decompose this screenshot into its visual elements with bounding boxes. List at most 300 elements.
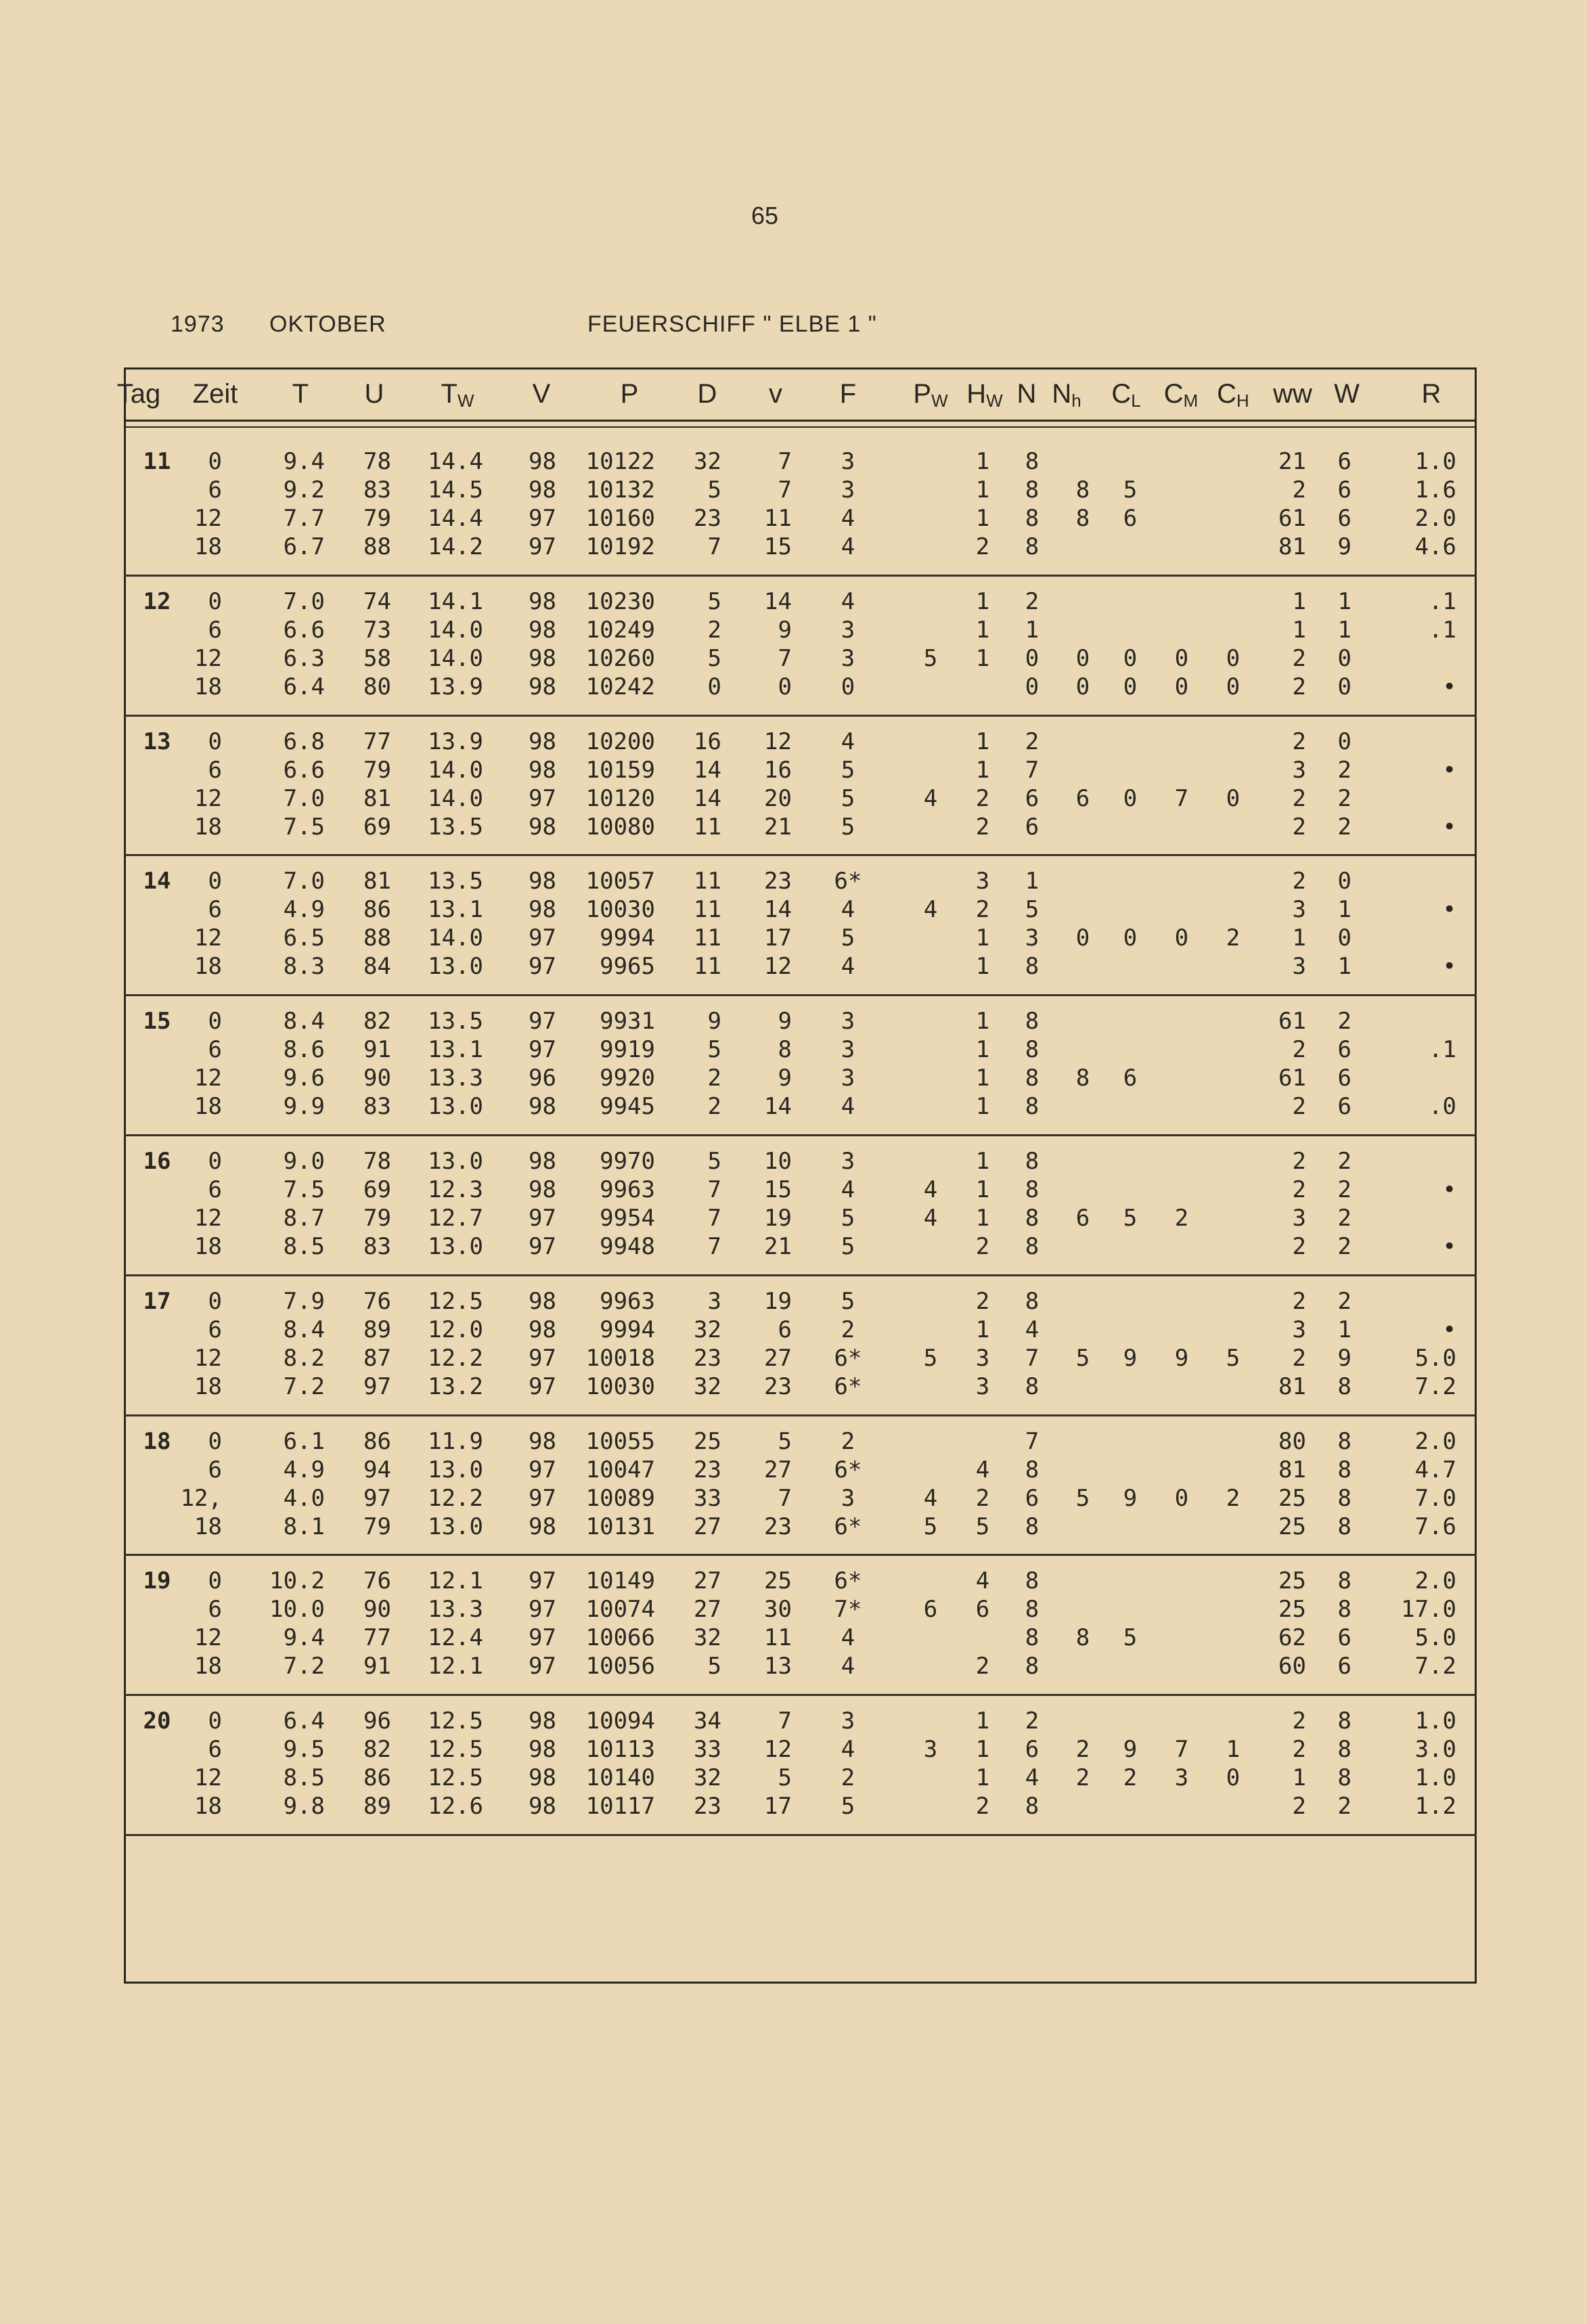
cell-w: 1: [1337, 896, 1351, 924]
cell-w: 2: [1337, 1008, 1351, 1035]
cell-nh: 8: [1075, 1624, 1090, 1652]
cell-n: 8: [1025, 1567, 1040, 1595]
cell-tw: 14.0: [428, 644, 483, 672]
cell-d: 14: [694, 756, 721, 784]
cell-tw: 13.0: [428, 1513, 483, 1540]
cell-tw: 12.3: [428, 1176, 483, 1203]
cell-r: 7.2: [1414, 1653, 1456, 1680]
day-label: 18: [143, 1427, 171, 1455]
cell-n: 4: [1025, 1764, 1040, 1792]
cell-zeit: 0: [208, 1567, 222, 1595]
column-header-t: T: [292, 379, 309, 409]
cell-v: 8: [778, 1036, 792, 1064]
cell-d: 7: [707, 1176, 721, 1203]
cell-t: 6.3: [283, 644, 325, 672]
cell-hw: 2: [975, 813, 990, 841]
cell-vis: 96: [529, 1065, 556, 1092]
cell-tw: 14.5: [428, 476, 483, 504]
cell-u: 69: [363, 1176, 391, 1203]
cell-w: 2: [1337, 1148, 1351, 1175]
cell-n: 8: [1025, 1065, 1040, 1092]
cell-n: 8: [1025, 448, 1040, 475]
column-header-n: N: [1016, 379, 1037, 409]
cell-vis: 97: [529, 533, 556, 560]
cell-u: 81: [363, 868, 391, 895]
cell-t: 7.9: [283, 1287, 325, 1315]
cell-v: 7: [778, 448, 792, 475]
cell-tw: 13.2: [428, 1372, 483, 1400]
cell-p: 9945: [600, 1093, 655, 1121]
cell-t: 7.7: [283, 505, 325, 532]
cell-ww: 2: [1292, 784, 1306, 812]
cell-vis: 98: [529, 1707, 556, 1735]
cell-t: 9.2: [283, 476, 325, 504]
cell-t: 8.5: [283, 1233, 325, 1260]
cell-zeit: 18: [194, 1793, 222, 1820]
cell-u: 74: [363, 587, 391, 615]
cell-w: 0: [1337, 673, 1351, 700]
day-label: 12: [143, 587, 171, 615]
cell-u: 86: [363, 1427, 391, 1455]
cell-u: 79: [363, 1205, 391, 1232]
cell-ww: 2: [1292, 1793, 1306, 1820]
cell-zeit: 18: [194, 1233, 222, 1260]
cell-r: .1: [1429, 587, 1456, 615]
cell-r: .0: [1429, 1093, 1456, 1121]
cell-tw: 14.1: [428, 587, 483, 615]
cell-tw: 12.5: [428, 1736, 483, 1764]
cell-ww: 25: [1278, 1567, 1306, 1595]
cell-tw: 11.9: [428, 1427, 483, 1455]
cell-hw: 2: [975, 1793, 990, 1820]
cell-r: 7.6: [1414, 1513, 1456, 1540]
cell-ww: 2: [1292, 1344, 1306, 1372]
cell-zeit: 12: [194, 1624, 222, 1652]
column-header-tw: $T_W$: [441, 379, 474, 411]
cell-v: 30: [764, 1596, 792, 1624]
cell-v: 17: [764, 1793, 792, 1820]
cell-zeit: 0: [208, 1148, 222, 1175]
cell-ww: 3: [1292, 756, 1306, 784]
cell-d: 14: [694, 784, 721, 812]
cell-vis: 98: [529, 1427, 556, 1455]
cell-pw: 5: [923, 1344, 938, 1372]
cell-vis: 97: [529, 1372, 556, 1400]
cell-t: 6.1: [283, 1427, 325, 1455]
cell-w: 6: [1337, 1624, 1351, 1652]
cell-p: 10249: [585, 616, 655, 644]
table-frame: [124, 367, 1477, 1984]
cell-t: 8.1: [283, 1513, 325, 1540]
cell-w: 2: [1337, 1205, 1351, 1232]
cell-p: 10066: [585, 1624, 655, 1652]
day-separator: [124, 854, 1477, 856]
cell-p: 10160: [585, 505, 655, 532]
cell-w: 6: [1337, 505, 1351, 532]
cell-vis: 97: [529, 1008, 556, 1035]
cell-d: 11: [694, 896, 721, 924]
cell-d: 33: [694, 1484, 721, 1512]
cell-zeit: 0: [208, 1707, 222, 1735]
cell-d: 32: [694, 1372, 721, 1400]
cell-t: 4.9: [283, 1456, 325, 1483]
cell-r: 1.0: [1414, 1707, 1456, 1735]
cell-tw: 12.5: [428, 1287, 483, 1315]
cell-u: 91: [363, 1653, 391, 1680]
header-month: OKTOBER: [269, 311, 386, 337]
cell-w: 8: [1337, 1764, 1351, 1792]
cell-v: 21: [764, 813, 792, 841]
column-header-hw: $H_W$: [966, 379, 1003, 411]
cell-tw: 13.1: [428, 1036, 483, 1064]
cell-r: 1.0: [1414, 448, 1456, 475]
cell-p: 9965: [600, 953, 655, 981]
cell-d: 25: [694, 1427, 721, 1455]
cell-vis: 98: [529, 868, 556, 895]
cell-ww: 25: [1278, 1484, 1306, 1512]
cell-t: 6.8: [283, 728, 325, 755]
cell-zeit: 12,: [180, 1484, 222, 1512]
cell-v: 10: [764, 1148, 792, 1175]
cell-d: 7: [707, 1233, 721, 1260]
column-header-pw: $P_W$: [913, 379, 948, 411]
cell-zeit: 12: [194, 784, 222, 812]
cell-n: 7: [1025, 756, 1040, 784]
cell-t: 4.9: [283, 896, 325, 924]
cell-nh: 2: [1075, 1736, 1090, 1764]
cell-d: 3: [707, 1287, 721, 1315]
cell-zeit: 6: [208, 616, 222, 644]
cell-p: 10242: [585, 673, 655, 700]
cell-vis: 98: [529, 756, 556, 784]
cell-vis: 98: [529, 476, 556, 504]
cell-w: 1: [1337, 953, 1351, 981]
cell-nh: 0: [1075, 924, 1090, 952]
cell-v: 11: [764, 505, 792, 532]
cell-d: 27: [694, 1596, 721, 1624]
cell-tw: 12.1: [428, 1567, 483, 1595]
cell-r: •: [1442, 813, 1456, 841]
cell-t: 10.2: [269, 1567, 325, 1595]
cell-w: 2: [1337, 1793, 1351, 1820]
column-header-ch: $C_H$: [1217, 379, 1249, 411]
cell-zeit: 6: [208, 896, 222, 924]
cell-t: 7.2: [283, 1372, 325, 1400]
day-label: 17: [143, 1287, 171, 1315]
cell-v: 15: [764, 533, 792, 560]
cell-d: 32: [694, 1624, 721, 1652]
cell-r: 3.0: [1414, 1736, 1456, 1764]
cell-u: 80: [363, 673, 391, 700]
cell-r: 4.6: [1414, 533, 1456, 560]
cell-zeit: 18: [194, 1513, 222, 1540]
cell-f: 3: [841, 1484, 855, 1512]
column-header-u: U: [364, 379, 384, 409]
cell-u: 90: [363, 1065, 391, 1092]
cell-r: 7.0: [1414, 1484, 1456, 1512]
cell-hw: 1: [975, 1176, 990, 1203]
cell-p: 9931: [600, 1008, 655, 1035]
cell-zeit: 12: [194, 644, 222, 672]
cell-w: 8: [1337, 1596, 1351, 1624]
cell-r: •: [1442, 1176, 1456, 1203]
cell-v: 7: [778, 1707, 792, 1735]
cell-zeit: 0: [208, 587, 222, 615]
cell-f: 4: [841, 1624, 855, 1652]
cell-f: 6*: [834, 1456, 862, 1483]
cell-ww: 2: [1292, 673, 1306, 700]
cell-w: 1: [1337, 1316, 1351, 1343]
cell-vis: 97: [529, 1456, 556, 1483]
cell-d: 5: [707, 1148, 721, 1175]
cell-w: 8: [1337, 1567, 1351, 1595]
cell-hw: 3: [975, 1344, 990, 1372]
cell-v: 7: [778, 1484, 792, 1512]
cell-hw: 1: [975, 1205, 990, 1232]
cell-vis: 97: [529, 953, 556, 981]
cell-d: 2: [707, 1065, 721, 1092]
cell-r: •: [1442, 896, 1456, 924]
cell-u: 77: [363, 1624, 391, 1652]
cell-nh: 0: [1075, 644, 1090, 672]
cell-w: 8: [1337, 1707, 1351, 1735]
day-separator: [124, 575, 1477, 577]
cell-tw: 13.9: [428, 673, 483, 700]
cell-hw: 1: [975, 953, 990, 981]
cell-d: 32: [694, 448, 721, 475]
cell-n: 6: [1025, 1484, 1040, 1512]
cell-pw: 4: [923, 896, 938, 924]
cell-hw: 2: [975, 533, 990, 560]
cell-d: 11: [694, 924, 721, 952]
cell-r: 1.2: [1414, 1793, 1456, 1820]
cell-f: 3: [841, 616, 855, 644]
cell-zeit: 0: [208, 1008, 222, 1035]
cell-p: 10056: [585, 1653, 655, 1680]
cell-v: 23: [764, 868, 792, 895]
cell-ww: 81: [1278, 533, 1306, 560]
cell-p: 10018: [585, 1344, 655, 1372]
cell-zeit: 0: [208, 1287, 222, 1315]
cell-vis: 97: [529, 924, 556, 952]
cell-ww: 2: [1292, 1036, 1306, 1064]
day-label: 20: [143, 1707, 171, 1735]
cell-v: 13: [764, 1653, 792, 1680]
cell-nh: 6: [1075, 784, 1090, 812]
cell-v: 9: [778, 1008, 792, 1035]
cell-r: 4.7: [1414, 1456, 1456, 1483]
cell-p: 10113: [585, 1736, 655, 1764]
cell-tw: 12.7: [428, 1205, 483, 1232]
cell-hw: 1: [975, 587, 990, 615]
cell-d: 23: [694, 1793, 721, 1820]
cell-zeit: 18: [194, 1653, 222, 1680]
cell-u: 86: [363, 896, 391, 924]
cell-r: 5.0: [1414, 1624, 1456, 1652]
cell-f: 4: [841, 533, 855, 560]
day-separator: [124, 1414, 1477, 1416]
cell-cm: 3: [1174, 1764, 1189, 1792]
cell-hw: 6: [975, 1596, 990, 1624]
cell-vis: 98: [529, 1316, 556, 1343]
cell-d: 5: [707, 1036, 721, 1064]
cell-ch: 0: [1226, 644, 1240, 672]
day-label: 13: [143, 728, 171, 755]
cell-tw: 13.5: [428, 1008, 483, 1035]
cell-u: 90: [363, 1596, 391, 1624]
cell-zeit: 18: [194, 813, 222, 841]
cell-d: 23: [694, 1456, 721, 1483]
cell-ww: 81: [1278, 1456, 1306, 1483]
cell-zeit: 0: [208, 1427, 222, 1455]
cell-zeit: 12: [194, 1065, 222, 1092]
cell-p: 10200: [585, 728, 655, 755]
cell-r: •: [1442, 953, 1456, 981]
column-header-tag: Tag: [116, 379, 161, 409]
cell-vis: 97: [529, 1484, 556, 1512]
cell-d: 27: [694, 1567, 721, 1595]
cell-w: 8: [1337, 1484, 1351, 1512]
cell-v: 5: [778, 1764, 792, 1792]
cell-ww: 2: [1292, 728, 1306, 755]
cell-r: •: [1442, 756, 1456, 784]
cell-f: 5: [841, 1793, 855, 1820]
cell-tw: 14.4: [428, 448, 483, 475]
cell-u: 69: [363, 813, 391, 841]
day-label: 19: [143, 1567, 171, 1595]
cell-v: 0: [778, 673, 792, 700]
column-header-zeit: Zeit: [192, 379, 238, 409]
cell-ww: 25: [1278, 1513, 1306, 1540]
cell-cm: 7: [1174, 784, 1189, 812]
cell-d: 9: [707, 1008, 721, 1035]
cell-nh: 5: [1075, 1344, 1090, 1372]
cell-v: 14: [764, 1093, 792, 1121]
cell-f: 5: [841, 784, 855, 812]
cell-n: 8: [1025, 1624, 1040, 1652]
cell-ww: 2: [1292, 644, 1306, 672]
cell-f: 4: [841, 896, 855, 924]
cell-n: 8: [1025, 1456, 1040, 1483]
cell-p: 10149: [585, 1567, 655, 1595]
cell-u: 78: [363, 1148, 391, 1175]
cell-v: 17: [764, 924, 792, 952]
cell-u: 88: [363, 924, 391, 952]
cell-u: 76: [363, 1567, 391, 1595]
cell-tw: 12.5: [428, 1707, 483, 1735]
cell-pw: 6: [923, 1596, 938, 1624]
cell-ww: 60: [1278, 1653, 1306, 1680]
cell-ww: 81: [1278, 1372, 1306, 1400]
cell-zeit: 0: [208, 448, 222, 475]
column-header-nh: $N_h$: [1052, 379, 1081, 411]
column-header-d: D: [697, 379, 717, 409]
cell-w: 6: [1337, 1093, 1351, 1121]
cell-v: 27: [764, 1456, 792, 1483]
cell-v: 7: [778, 644, 792, 672]
cell-tw: 13.9: [428, 728, 483, 755]
cell-v: 23: [764, 1372, 792, 1400]
cell-t: 9.6: [283, 1065, 325, 1092]
cell-vis: 98: [529, 1764, 556, 1792]
cell-t: 9.5: [283, 1736, 325, 1764]
cell-ww: 21: [1278, 448, 1306, 475]
cell-cm: 0: [1174, 1484, 1189, 1512]
cell-f: 6*: [834, 1372, 862, 1400]
cell-ch: 0: [1226, 1764, 1240, 1792]
cell-hw: 1: [975, 1093, 990, 1121]
cell-pw: 5: [923, 644, 938, 672]
cell-n: 8: [1025, 1036, 1040, 1064]
cell-nh: 8: [1075, 505, 1090, 532]
column-header-f: F: [839, 379, 857, 409]
cell-cl: 9: [1123, 1484, 1138, 1512]
cell-n: 6: [1025, 784, 1040, 812]
cell-vis: 98: [529, 1287, 556, 1315]
cell-p: 10074: [585, 1596, 655, 1624]
cell-zeit: 18: [194, 533, 222, 560]
cell-d: 23: [694, 505, 721, 532]
column-header-p: P: [620, 379, 639, 409]
cell-t: 8.6: [283, 1036, 325, 1064]
cell-n: 8: [1025, 476, 1040, 504]
cell-v: 25: [764, 1567, 792, 1595]
cell-t: 7.5: [283, 813, 325, 841]
cell-zeit: 6: [208, 1176, 222, 1203]
cell-vis: 97: [529, 1233, 556, 1260]
cell-pw: 4: [923, 1484, 938, 1512]
cell-pw: 3: [923, 1736, 938, 1764]
cell-ww: 1: [1292, 616, 1306, 644]
cell-nh: 6: [1075, 1205, 1090, 1232]
cell-vis: 98: [529, 813, 556, 841]
cell-p: 10140: [585, 1764, 655, 1792]
cell-d: 0: [707, 673, 721, 700]
cell-p: 9963: [600, 1176, 655, 1203]
cell-zeit: 12: [194, 924, 222, 952]
cell-t: 9.4: [283, 448, 325, 475]
cell-v: 27: [764, 1344, 792, 1372]
cell-d: 11: [694, 953, 721, 981]
cell-u: 88: [363, 533, 391, 560]
cell-cm: 0: [1174, 644, 1189, 672]
cell-f: 5: [841, 813, 855, 841]
cell-v: 20: [764, 784, 792, 812]
cell-zeit: 18: [194, 673, 222, 700]
cell-u: 83: [363, 1233, 391, 1260]
cell-tw: 13.5: [428, 813, 483, 841]
cell-f: 3: [841, 1065, 855, 1092]
cell-v: 12: [764, 1736, 792, 1764]
cell-u: 82: [363, 1008, 391, 1035]
cell-n: 8: [1025, 1513, 1040, 1540]
cell-tw: 13.1: [428, 896, 483, 924]
cell-n: 8: [1025, 1372, 1040, 1400]
cell-zeit: 18: [194, 953, 222, 981]
cell-w: 6: [1337, 1653, 1351, 1680]
cell-tw: 13.0: [428, 1093, 483, 1121]
cell-tw: 14.0: [428, 616, 483, 644]
cell-f: 4: [841, 587, 855, 615]
cell-cl: 5: [1123, 1205, 1138, 1232]
cell-n: 2: [1025, 587, 1040, 615]
cell-f: 3: [841, 1707, 855, 1735]
cell-p: 10047: [585, 1456, 655, 1483]
cell-w: 1: [1337, 587, 1351, 615]
cell-ww: 1: [1292, 924, 1306, 952]
cell-tw: 14.0: [428, 924, 483, 952]
cell-f: 6*: [834, 868, 862, 895]
